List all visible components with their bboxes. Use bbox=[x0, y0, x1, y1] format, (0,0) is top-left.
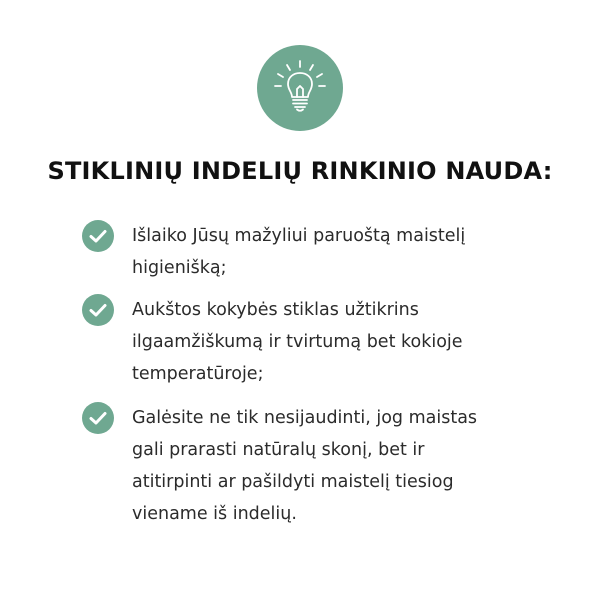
benefit-text: temperatūroje; bbox=[132, 364, 264, 384]
benefit-text: Aukštos kokybės stiklas užtikrins bbox=[132, 300, 419, 320]
benefit-text: viename iš indelių. bbox=[132, 504, 297, 524]
list-item bbox=[82, 402, 552, 542]
benefit-text: atitirpinti ar pašildyti maistelį tiesiog bbox=[132, 472, 454, 492]
benefit-text: Išlaiko Jūsų mažyliui paruoštą maistelį bbox=[132, 226, 466, 246]
page-title: STIKLINIŲ INDELIŲ RINKINIO NAUDA: bbox=[47, 157, 553, 185]
benefit-text: ilgaamžiškumą ir tvirtumą bet kokioje bbox=[132, 332, 463, 352]
benefit-text: gali prarasti natūralų skonį, bet ir bbox=[132, 440, 425, 460]
lightbulb-icon bbox=[257, 45, 343, 131]
benefit-text: Galėsite ne tik nesijaudinti, jog maistas bbox=[132, 408, 478, 428]
list-item bbox=[82, 294, 552, 402]
checkmark-icon bbox=[82, 402, 114, 434]
list-item bbox=[82, 220, 552, 294]
benefits-list bbox=[82, 220, 552, 542]
checkmark-icon bbox=[82, 294, 114, 326]
benefit-text: higienišką; bbox=[132, 258, 227, 278]
checkmark-icon bbox=[82, 220, 114, 252]
